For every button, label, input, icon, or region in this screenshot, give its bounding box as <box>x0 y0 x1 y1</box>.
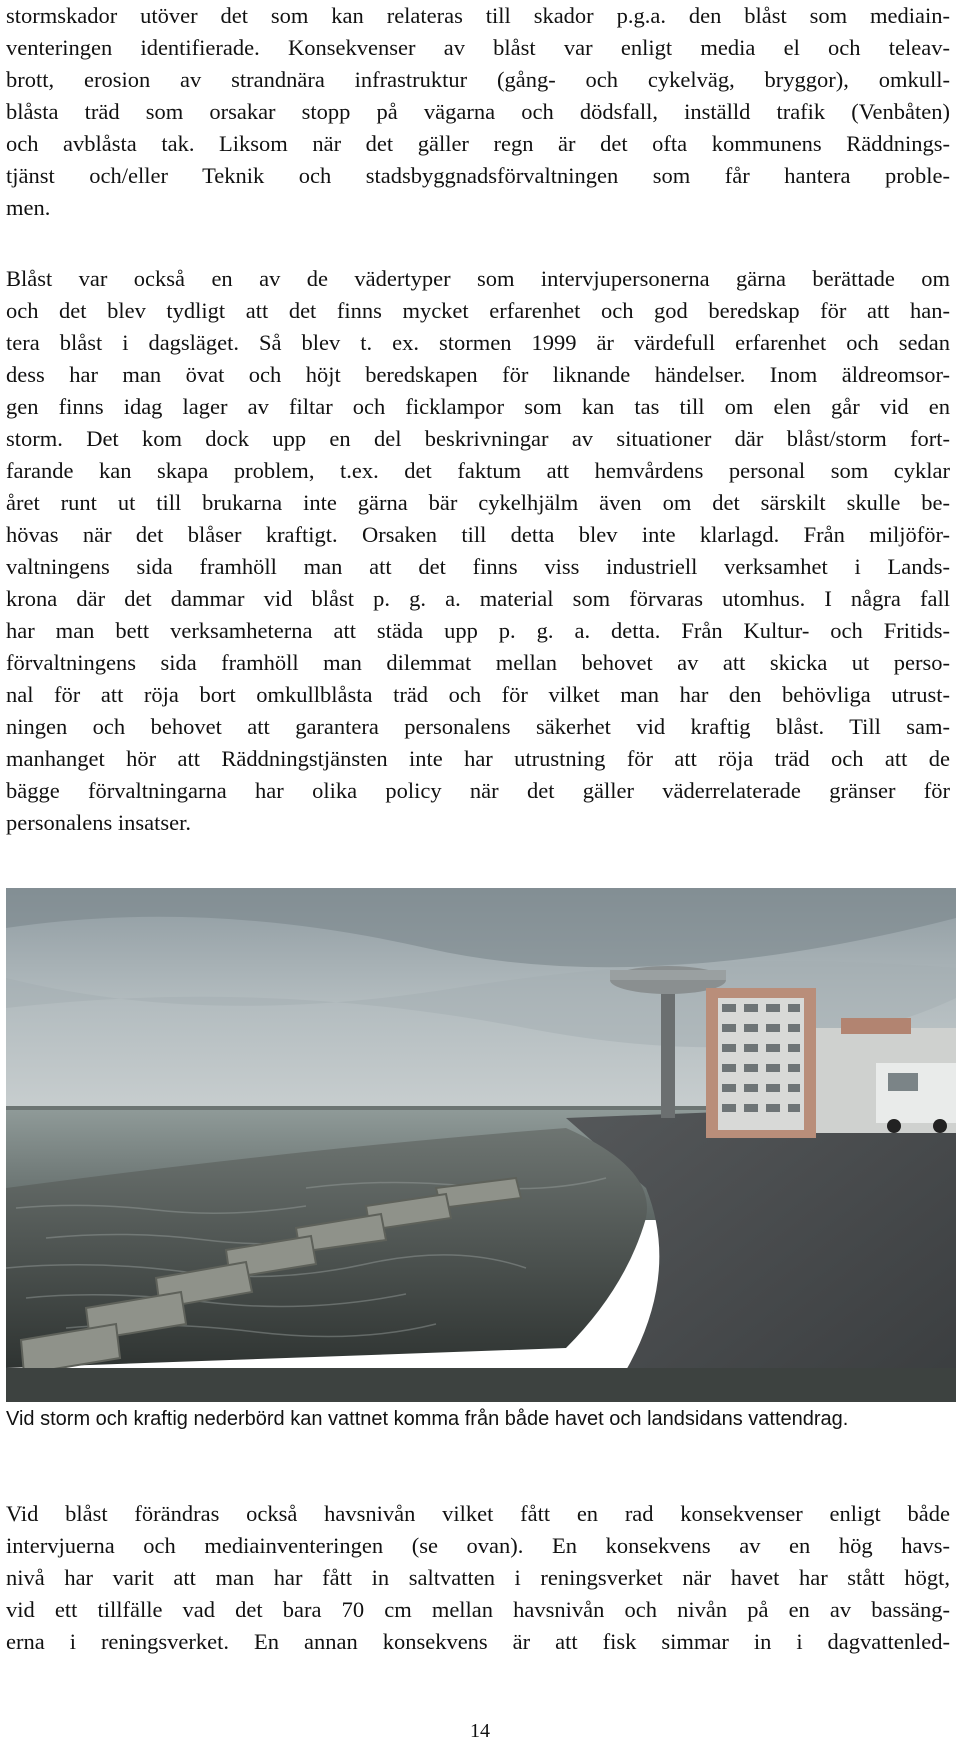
text-line: ningen och behovet att garantera personalens säkerhet vid kraftig blåst. Till sam- <box>6 714 950 739</box>
text-line: personalens insatser. <box>6 810 191 835</box>
text-line: förvaltningens sida framhöll man dilemmat mellan behovet av att skicka ut perso- <box>6 650 950 675</box>
text-line: erna i reningsverket. En annan konsekvens är att fisk simmar in i dagvattenled- <box>6 1629 950 1654</box>
text-line: tera blåst i dagsläget. Så blev t. ex. stormen 1999 är värdefull erfarenhet och sedan <box>6 330 950 355</box>
text-line: blåsta träd som orsakar stopp på vägarna och dödsfall, inställd trafik (Venbåten) <box>6 99 950 124</box>
text-line: tjänst och/eller Teknik och stadsbyggnadsförvaltningen som får hantera proble- <box>6 163 950 188</box>
text-line: dess har man övat och höjt beredskapen för liknande händelser. Inom äldreomsor- <box>6 362 950 387</box>
text-line: bägge förvaltningarna har olika policy när det gäller väderrelaterade gränser för <box>6 778 950 803</box>
page-number: 14 <box>470 1720 490 1742</box>
text-line: farande kan skapa problem, t.ex. det faktum att hemvårdens personal som cyklar <box>6 458 950 483</box>
paragraph-wind-consequences <box>6 0 950 224</box>
text-line: hövas när det blåser kraftigt. Orsaken till detta blev inte klarlagd. Från miljöför- <box>6 522 950 547</box>
paragraph-sea-level <box>6 1498 950 1658</box>
text-line: och det blev tydligt att det finns mycket erfarenhet och god beredskap för att han- <box>6 298 950 323</box>
text-line: men. <box>6 195 51 220</box>
text-line: och avblåsta tak. Liksom när det gäller regn är det ofta kommunens Räddnings- <box>6 131 950 156</box>
text-line: Blåst var också en av de vädertyper som intervjupersonerna gärna berättade om <box>6 266 950 291</box>
text-line: nivå har varit att man har fått in saltvatten i reningsverket när havet har stått högt, <box>6 1565 950 1590</box>
photo-illustration <box>6 888 956 1402</box>
storm-harbor-photo <box>6 888 956 1402</box>
text-line: intervjuerna och mediainventeringen (se ovan). En konsekvens av en hög havs- <box>6 1533 950 1558</box>
paragraph-wind-interviews <box>6 263 950 839</box>
text-line: Vid blåst förändras också havsnivån vilket fått en rad konsekvenser enligt både <box>6 1501 950 1526</box>
text-line: har man bett verksamheterna att städa upp p. g. a. detta. Från Kultur- och Fritids- <box>6 618 950 643</box>
text-line: brott, erosion av strandnära infrastruktur (gång- och cykelväg, bryggor), omkull- <box>6 67 950 92</box>
text-line: nal för att röja bort omkullblåsta träd och för vilket man har den behövliga utrust- <box>6 682 950 707</box>
text-line: storm. Det kom dock upp en del beskrivningar av situationer där blåst/storm fort- <box>6 426 950 451</box>
photo-caption: Vid storm och kraftig nederbörd kan vattnet komma från både havet och landsidans vattendrag. <box>6 1408 849 1430</box>
text-line: krona där det dammar vid blåst p. g. a. material som förvaras utomhus. I några fall <box>6 586 950 611</box>
text-line: vid ett tillfälle vad det bara 70 cm mellan havsnivån och nivån på en av bassäng- <box>6 1597 950 1622</box>
text-line: valtningens sida framhöll man att det finns viss industriell verksamhet i Lands- <box>6 554 950 579</box>
text-line: stormskador utöver det som kan relateras till skador p.g.a. den blåst som mediain- <box>6 3 950 28</box>
text-line: året runt ut till brukarna inte gärna bär cykelhjälm även om det särskilt skulle be- <box>6 490 950 515</box>
text-line: venteringen identifierade. Konsekvenser av blåst var enligt media el och teleav- <box>6 35 950 60</box>
text-line: gen finns idag lager av filtar och ficklampor som kan tas till om elen går vid en <box>6 394 950 419</box>
text-line: manhanget hör att Räddningstjänsten inte har utrustning för att röja träd och att de <box>6 746 950 771</box>
